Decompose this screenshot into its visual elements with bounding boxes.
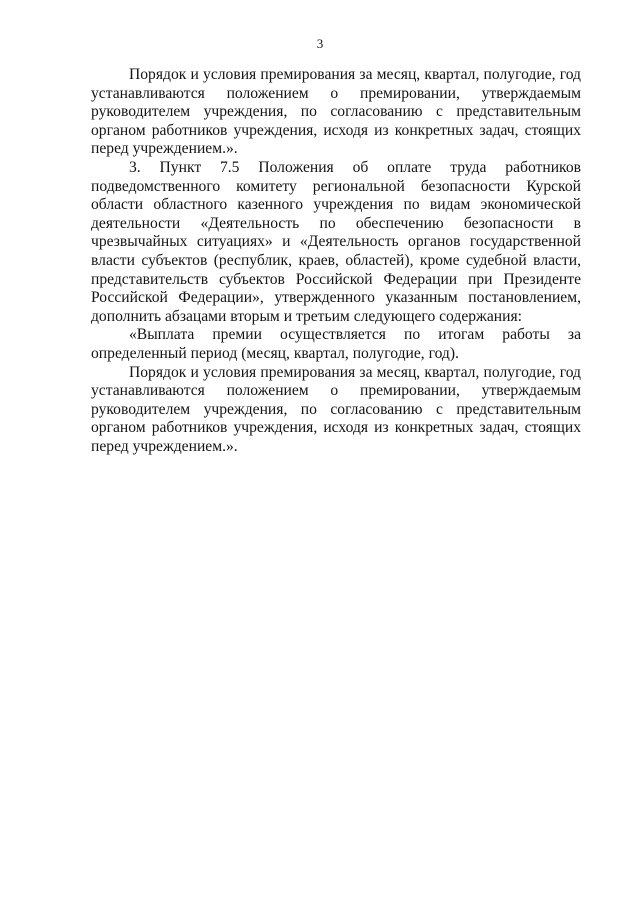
document-body [91, 66, 581, 456]
paragraph-premium-procedure: Порядок и условия премирования за месяц, квартал, полугодие, год устанавливаются положением о премировании, утверждаемым руководителем учреждения, по согласованию с представительным органом работников учреждения, исходя из конкретных задач, стоящих перед учреждением.». [91, 363, 581, 455]
paragraph-item-3: 3. Пункт 7.5 Положения об оплате труда работников подведомственного комитету региональной безопасности Курской области областного казенного учреждения по видам экономической деятельности «Деятельность по обеспечению безопасности в чрезвычайных ситуациях» и «Деятельность органов государственной власти субъектов (республик, краев, областей), кроме судебной власти, представительств субъектов Российской Федерации при Президенте Российской Федерации», утвержденного указанным постановлением, дополнить абзацами вторым и третьим следующего содержания: [91, 158, 581, 325]
page-number: 3 [316, 36, 324, 51]
paragraph-premium-procedure-end: Порядок и условия премирования за месяц, квартал, полугодие, год устанавливаются положением о премировании, утверждаемым руководителем учреждения, по согласованию с представительным органом работников учреждения, исходя из конкретных задач, стоящих перед учреждением.». [91, 66, 581, 158]
paragraph-premium-payment: «Выплата премии осуществляется по итогам работы за определенный период (месяц, квартал, полугодие, год). [91, 326, 581, 362]
